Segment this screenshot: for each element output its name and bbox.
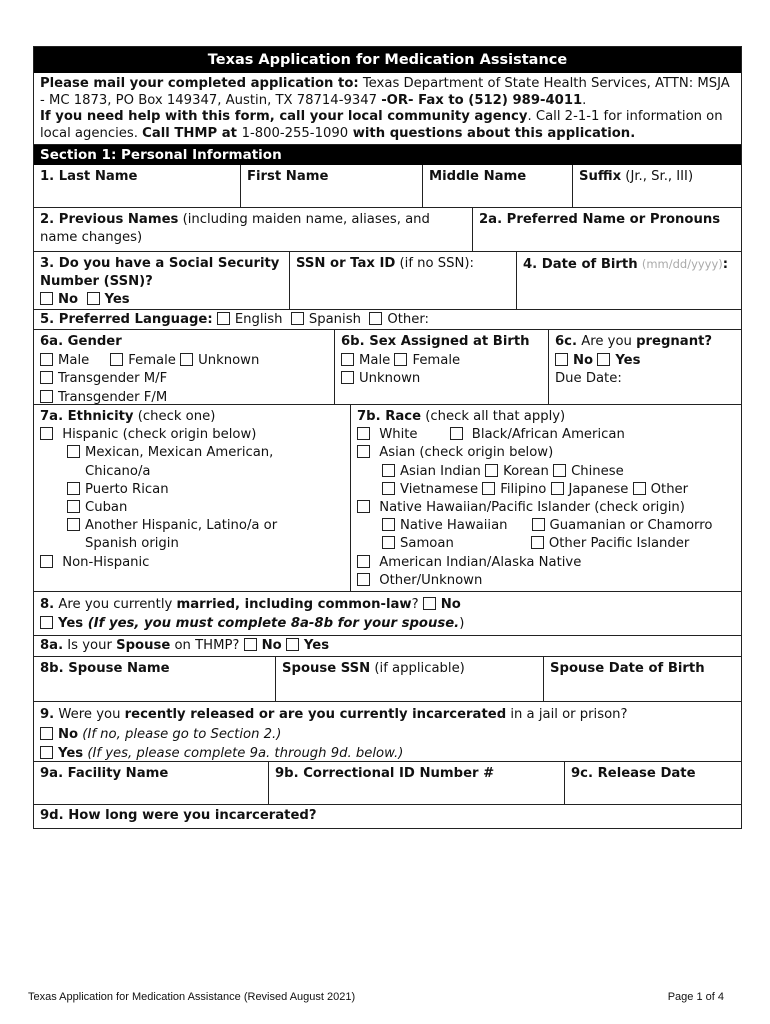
- incarceration-no-note: (If no, please go to Section 2.): [78, 726, 282, 742]
- facility-row: [34, 762, 741, 805]
- middle-name-label: Middle Name: [429, 169, 527, 184]
- correctional-id-label: . Correctional ID Number #: [293, 766, 495, 781]
- gender-unknown-checkbox[interactable]: [180, 353, 193, 366]
- asian-indian-label: Asian Indian: [400, 463, 481, 479]
- sex-at-birth-question: [335, 330, 549, 404]
- pregnant-word: pregnant?: [636, 334, 713, 349]
- incarceration-no-checkbox[interactable]: [40, 727, 53, 740]
- married-no-checkbox[interactable]: [423, 597, 436, 610]
- married-bold: married, including common-law: [176, 597, 412, 612]
- last-name-label: 1. Last Name: [40, 169, 138, 184]
- has-ssn-no-label: No: [58, 292, 79, 307]
- spouse-thmp-yes-checkbox[interactable]: [286, 638, 299, 651]
- spouse-thmp-bold: Spouse: [116, 638, 171, 653]
- facility-name-field[interactable]: [34, 762, 269, 804]
- incarceration-yes-note: (If yes, please complete 9a. through 9d. below.): [83, 746, 404, 761]
- pregnancy-question: [549, 330, 741, 404]
- other-unknown-race-label: Other/Unknown: [379, 572, 483, 588]
- pregnant-text: Are you: [577, 334, 637, 349]
- asian-checkbox[interactable]: [357, 445, 370, 458]
- ssn-row: [34, 252, 741, 310]
- ssn-tax-id-field[interactable]: [290, 252, 517, 309]
- due-date-field[interactable]: Due Date:: [555, 371, 622, 386]
- language-other-checkbox[interactable]: [369, 312, 382, 325]
- married-row: [34, 592, 741, 636]
- gender-male-checkbox[interactable]: [40, 353, 53, 366]
- spouse-thmp-question: [34, 636, 741, 656]
- incarceration-row: [34, 702, 741, 762]
- release-date-label: 9c. Release Date: [571, 766, 696, 781]
- race-question: [351, 405, 741, 591]
- spouse-dob-label: Spouse Date of Birth: [550, 661, 705, 676]
- asian-indian-checkbox[interactable]: [382, 464, 395, 477]
- married-yes-label: Yes: [58, 616, 84, 631]
- spouse-thmp-end: on THMP?: [170, 638, 240, 653]
- spouse-name-field[interactable]: [34, 657, 276, 701]
- pregnant-yes-checkbox[interactable]: [597, 353, 610, 366]
- help-instruction: If you need help with this form, call your local community agency: [40, 109, 528, 124]
- spouse-ssn-field[interactable]: [276, 657, 544, 701]
- puerto-rican-label: Puerto Rican: [85, 481, 169, 497]
- gender-transgender-fm-checkbox[interactable]: [40, 390, 53, 403]
- ssn-tax-id-hint: (if no SSN):: [395, 256, 474, 271]
- first-name-label: First Name: [247, 169, 329, 184]
- correctional-id-num: 9b: [275, 766, 294, 781]
- incarceration-length-field[interactable]: [34, 805, 741, 828]
- chinese-label: Chinese: [571, 463, 624, 479]
- married-num: 8.: [40, 597, 55, 612]
- sex-unknown-label: Unknown: [359, 371, 421, 386]
- white-checkbox[interactable]: [357, 427, 370, 440]
- married-question: [34, 592, 741, 635]
- spouse-thmp-num: 8a.: [40, 638, 64, 653]
- married-yes-checkbox[interactable]: [40, 616, 53, 629]
- mail-instruction-label: Please mail your completed application to:: [40, 76, 359, 91]
- married-text: Are you currently: [54, 597, 177, 612]
- suffix-field[interactable]: [573, 165, 741, 207]
- other-unknown-race-checkbox[interactable]: [357, 573, 370, 586]
- thmp-call-tail: with questions about this application.: [348, 125, 636, 141]
- gender-unknown-label: Unknown: [198, 352, 260, 368]
- spouse-thmp-no-checkbox[interactable]: [244, 638, 257, 651]
- previous-names-field[interactable]: [34, 208, 473, 251]
- hispanic-label: Hispanic (check origin below): [62, 427, 257, 443]
- gender-label: 6a. Gender: [40, 334, 122, 349]
- language-spanish-label: Spanish: [308, 312, 361, 327]
- cuban-label: Cuban: [85, 500, 128, 516]
- incarceration-bold: recently released or are you currently incarcerated: [124, 707, 507, 722]
- application-form: [33, 46, 742, 829]
- mexican-label-cont: Chicano/a: [85, 463, 151, 479]
- has-ssn-yes-label: Yes: [104, 292, 130, 307]
- ethnicity-label: 7a. Ethnicity: [40, 409, 134, 424]
- asian-other-checkbox[interactable]: [633, 482, 646, 495]
- race-hint: (check all that apply): [421, 409, 566, 424]
- dob-label: 4. Date of Birth: [523, 257, 638, 272]
- fax-number: -OR- Fax to (512) 989-4011: [381, 92, 583, 108]
- release-date-field[interactable]: [565, 762, 741, 804]
- has-ssn-question: [34, 252, 290, 309]
- race-label: 7b. Race: [357, 409, 422, 424]
- incarceration-text: Were you: [54, 707, 125, 722]
- spouse-thmp-no-label: No: [261, 638, 282, 653]
- vietnamese-label: Vietnamese: [400, 481, 479, 497]
- korean-checkbox[interactable]: [485, 464, 498, 477]
- incarceration-yes-label: Yes: [58, 746, 84, 761]
- language-other-label: Other:: [387, 312, 429, 327]
- gender-transgender-mf-label: Transgender M/F: [58, 371, 168, 386]
- other-hispanic-checkbox[interactable]: [67, 518, 80, 531]
- sex-female-checkbox[interactable]: [394, 353, 407, 366]
- sex-unknown-checkbox[interactable]: [341, 371, 354, 384]
- gender-question: [34, 330, 335, 404]
- samoan-label: Samoan: [400, 536, 454, 552]
- intro-instructions: Please mail your completed application to: Texas Department of State Health Services, ATTN: MSJA - MC 1873, PO Box 149347, Austin, TX 78714-9347 -OR- Fax to (512) 989-4011. If you need help with this form, call your local community agency. Call 2-1-1 for information on local agencies. Call THMP at 1-800-255-1090 with questions about this application.: [34, 73, 741, 145]
- mexican-checkbox[interactable]: [67, 445, 80, 458]
- sex-female-label: Female: [412, 352, 461, 368]
- has-ssn-no-checkbox[interactable]: [40, 292, 53, 305]
- pregnant-num: 6c.: [555, 334, 578, 349]
- middle-name-field[interactable]: [423, 165, 573, 207]
- first-name-field[interactable]: [241, 165, 423, 207]
- pregnant-yes-label: Yes: [615, 352, 641, 368]
- preferred-language: [34, 310, 741, 329]
- spouse-dob-field[interactable]: [544, 657, 741, 701]
- language-english-label: English: [234, 312, 283, 327]
- other-pacific-islander-label: Other Pacific Islander: [548, 536, 690, 552]
- language-english-checkbox[interactable]: [217, 312, 230, 325]
- filipino-label: Filipino: [500, 481, 547, 497]
- preferred-name-label: 2a. Preferred Name or Pronouns: [479, 212, 721, 227]
- previous-names-row: [34, 208, 741, 252]
- black-label: Black/African American: [471, 427, 625, 443]
- nhpi-checkbox[interactable]: [357, 500, 370, 513]
- thmp-call-label: Call THMP at: [142, 125, 242, 141]
- native-hawaiian-label: Native Hawaiian: [400, 518, 508, 534]
- ethnicity-race-row: [34, 405, 741, 592]
- american-indian-label: American Indian/Alaska Native: [379, 554, 582, 570]
- spouse-info-row: [34, 657, 741, 702]
- previous-names-hint: (including maiden name, aliases, and name changes): [40, 212, 430, 245]
- has-ssn-yes-checkbox[interactable]: [87, 292, 100, 305]
- japanese-checkbox[interactable]: [551, 482, 564, 495]
- asian-other-label: Other: [650, 481, 689, 497]
- pregnant-no-label: No: [573, 352, 594, 368]
- section-1-header: Section 1: Personal Information: [34, 145, 741, 165]
- language-label: 5. Preferred Language:: [40, 312, 213, 327]
- suffix-hint: (Jr., Sr., III): [621, 169, 694, 184]
- name-row: [34, 165, 741, 208]
- filipino-checkbox[interactable]: [482, 482, 495, 495]
- mail-address: Texas Department of State Health Services, ATTN: MSJA - MC 1873, PO Box 149347, Austin, TX 78714-9347: [40, 76, 730, 108]
- ethnicity-question: [34, 405, 351, 591]
- help-text: . Call 2-1-1 for information on local agencies.: [40, 109, 723, 141]
- language-spanish-checkbox[interactable]: [291, 312, 304, 325]
- ssn-tax-id-label: SSN or Tax ID: [296, 256, 396, 271]
- married-note-close: ): [459, 616, 465, 631]
- incarceration-yes-checkbox[interactable]: [40, 746, 53, 759]
- footer-page-number: Page 1 of 4: [667, 991, 724, 1003]
- incarceration-length-row: [34, 805, 741, 828]
- gender-female-checkbox[interactable]: [110, 353, 123, 366]
- other-hispanic-label-cont: Spanish origin: [85, 536, 179, 552]
- incarceration-question: [34, 702, 741, 761]
- native-hawaiian-checkbox[interactable]: [382, 518, 395, 531]
- hispanic-checkbox[interactable]: [40, 427, 53, 440]
- dob-colon: :: [722, 257, 729, 272]
- non-hispanic-label: Non-Hispanic: [62, 554, 150, 570]
- gender-male-label: Male: [58, 352, 90, 368]
- sex-at-birth-label: 6b. Sex Assigned at Birth: [341, 334, 530, 349]
- correctional-id-field[interactable]: [269, 762, 565, 804]
- gender-transgender-fm-label: Transgender F/M: [58, 389, 168, 405]
- pregnant-no-checkbox[interactable]: [555, 353, 568, 366]
- white-label: White: [379, 427, 418, 443]
- guamanian-label: Guamanian or Chamorro: [549, 518, 713, 534]
- korean-label: Korean: [503, 463, 549, 479]
- married-qmark: ?: [411, 597, 419, 612]
- gender-female-label: Female: [128, 352, 176, 368]
- married-no-label: No: [440, 597, 461, 612]
- incarceration-end: in a jail or prison?: [506, 707, 628, 722]
- married-yes-note: (If yes, you must complete 8a-8b for your spouse.: [83, 616, 460, 631]
- japanese-label: Japanese: [568, 481, 629, 497]
- spouse-thmp-yes-label: Yes: [303, 638, 330, 653]
- previous-names-label: 2. Previous Names: [40, 212, 179, 227]
- vietnamese-checkbox[interactable]: [382, 482, 395, 495]
- spouse-ssn-hint: (if applicable): [370, 661, 465, 676]
- other-pacific-islander-checkbox[interactable]: [531, 536, 544, 549]
- dob-format-hint: (mm/dd/yyyy): [641, 257, 723, 271]
- incarceration-num: 9.: [40, 707, 55, 722]
- incarceration-no-label: No: [58, 726, 79, 742]
- facility-name-label: 9a. Facility Name: [40, 766, 169, 781]
- last-name-field[interactable]: [34, 165, 241, 207]
- spouse-ssn-label: Spouse SSN: [282, 661, 371, 676]
- other-hispanic-label: Another Hispanic, Latino/a or: [85, 518, 278, 534]
- preferred-name-field[interactable]: [473, 208, 741, 251]
- has-ssn-label: 3. Do you have a Social Security Number (SSN)?: [40, 256, 280, 289]
- language-row: [34, 310, 741, 330]
- sex-male-label: Male: [359, 352, 391, 368]
- guamanian-checkbox[interactable]: [532, 518, 545, 531]
- ethnicity-hint: (check one): [133, 409, 216, 424]
- chinese-checkbox[interactable]: [553, 464, 566, 477]
- gender-row: [34, 330, 741, 405]
- spouse-thmp-text: Is your: [63, 638, 117, 653]
- nhpi-label: Native Hawaiian/Pacific Islander (check origin): [379, 500, 685, 516]
- asian-label: Asian (check origin below): [379, 445, 554, 461]
- gender-transgender-mf-checkbox[interactable]: [40, 371, 53, 384]
- footer-form-name: Texas Application for Medication Assistance (Revised August 2021): [28, 991, 356, 1003]
- samoan-checkbox[interactable]: [382, 536, 395, 549]
- form-title: Texas Application for Medication Assistance: [34, 47, 741, 73]
- incarceration-length-label: 9d. How long were you incarcerated?: [40, 808, 317, 823]
- puerto-rican-checkbox[interactable]: [67, 482, 80, 495]
- spouse-thmp-row: [34, 636, 741, 657]
- suffix-label: Suffix: [579, 169, 622, 184]
- american-indian-checkbox[interactable]: [357, 555, 370, 568]
- sex-male-checkbox[interactable]: [341, 353, 354, 366]
- thmp-phone: 1-800-255-1090: [241, 125, 349, 141]
- black-checkbox[interactable]: [450, 427, 463, 440]
- non-hispanic-checkbox[interactable]: [40, 555, 53, 568]
- mexican-label: Mexican, Mexican American,: [85, 445, 274, 461]
- spouse-name-label: 8b. Spouse Name: [40, 661, 170, 676]
- cuban-checkbox[interactable]: [67, 500, 80, 513]
- date-of-birth-field[interactable]: [517, 252, 741, 309]
